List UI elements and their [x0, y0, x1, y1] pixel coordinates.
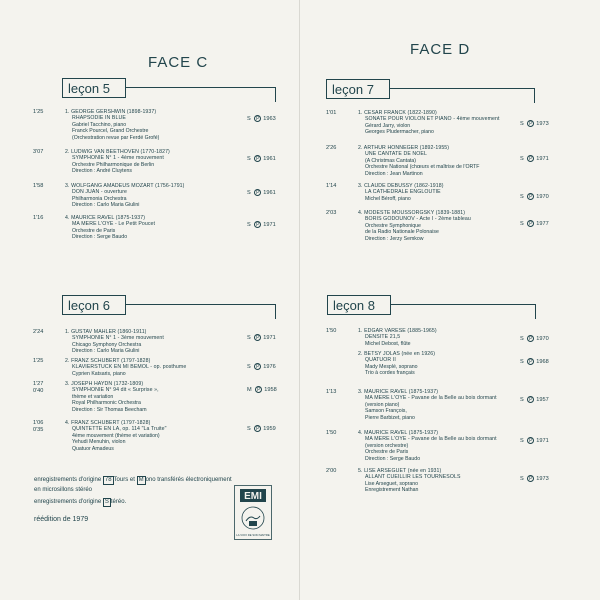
track-duration: 1'01 [326, 110, 337, 116]
footer-line-2: en microsillons stéréo [34, 487, 93, 493]
performer-line: (version piano) [365, 401, 400, 408]
phonogram-icon: P [529, 359, 533, 365]
stereo-mono-flag: S [520, 156, 524, 162]
lecon8-label: leçon 8 [327, 295, 391, 315]
recording-year: 1958 [264, 387, 277, 393]
stereo-mono-flag: S [247, 156, 251, 162]
phonogram-icon: P [529, 336, 533, 342]
performer-line: Orchestre Philharmonique de Berlin [72, 161, 155, 168]
stereo-mono-flag: S [520, 121, 524, 127]
performer-line: Direction : André Cluytens [72, 168, 132, 175]
track-duration-secondary: 0'40 [33, 388, 44, 394]
work-title: RHAPSODIE IN BLUE [72, 115, 126, 122]
reedition-note: réédition de 1979 [34, 516, 89, 523]
footer-line-1 [34, 476, 232, 485]
lecon7-rule-right [534, 88, 535, 103]
track-details [65, 109, 159, 141]
work-title: SONATE POUR VIOLON ET PIANO - 4ème mouvement [365, 116, 500, 123]
performer-line: (A Christmas Cantata) [365, 157, 417, 164]
stereo-mono-flag: M [247, 387, 252, 393]
composer-line: 1. GUSTAV MAHLER (1860-1911) [65, 329, 147, 335]
emi-logo-caption: LA VOIX DE SON MAITRE [236, 533, 270, 537]
track-duration: 1'13 [326, 389, 337, 395]
phonogram-icon: P [256, 364, 260, 370]
phonogram-icon: P [529, 438, 533, 444]
performer-line: Georges Pludermacher, piano [365, 129, 434, 136]
track-recording-info [520, 155, 549, 162]
composer-line: 4. MODESTE MOUSSORGSKY (1839-1881) [358, 210, 466, 216]
stereo-mono-flag: S [247, 335, 251, 341]
track-duration: 1'25 [33, 358, 44, 364]
phonogram-icon: P [529, 194, 533, 200]
track-details [358, 351, 435, 377]
work-title: MA MERE L'OYE - Pavane de la Belle au bois dormant [365, 395, 497, 402]
performer-line: Direction : Jerzy Semkow [365, 235, 424, 242]
footer-line3-post: téréo. [110, 499, 127, 505]
recording-year: 1977 [536, 221, 549, 227]
work-title: MA MERE L'OYE - Pavane de la Belle au bois dormant [365, 436, 497, 443]
performer-line: Yehudi Menuhin, violon [72, 439, 126, 446]
track-recording-info [247, 386, 277, 393]
performer-line: Royal Philharmonic Orchestra [72, 400, 141, 407]
recording-year: 1957 [536, 397, 549, 403]
track-duration: 1'14 [326, 183, 337, 189]
performer-line: Cyprien Katsaris, piano [72, 370, 126, 377]
performer-line: Direction : Carlo Maria Giulini [72, 348, 140, 355]
composer-line: 1. EDGAR VARESE (1885-1965) [358, 328, 437, 334]
composer-line: 3. MAURICE RAVEL (1875-1937) [358, 389, 439, 395]
phonogram-icon: P [256, 190, 260, 196]
track-details [358, 145, 479, 177]
stereo-mono-flag: S [247, 426, 251, 432]
track-duration: 2'03 [326, 210, 337, 216]
track-recording-info [520, 193, 549, 200]
work-title: MA MERE L'OYE - Le Petit Poucet [72, 221, 156, 228]
footer-line1-mid: Tours et [113, 477, 135, 483]
phonogram-icon: P [529, 121, 533, 127]
work-title: QUATUOR II [365, 357, 396, 364]
track-details [65, 183, 185, 209]
track-details [358, 183, 444, 202]
lecon5-rule-right [275, 87, 276, 102]
performer-line: Gérard Jarry, violon [365, 122, 411, 129]
composer-line: 3. JOSEPH HAYDN (1732-1809) [65, 381, 144, 387]
stereo-mono-flag: S [520, 221, 524, 227]
track-duration: 1'16 [33, 215, 44, 221]
stereo-mono-flag: S [247, 222, 251, 228]
composer-line: 2. BETSY JOLAS (née en 1926) [358, 351, 436, 357]
performer-line: Pierre Barbizet, piano [365, 414, 415, 421]
performer-line: Quatuor Amadeus [72, 445, 114, 452]
fold-line [299, 0, 300, 600]
track-details [65, 215, 155, 241]
performer-line: 4ème mouvement (thème et variation) [72, 432, 160, 439]
phonogram-icon: P [529, 397, 533, 403]
track-recording-info [247, 425, 276, 432]
track-details [358, 389, 497, 421]
recording-year: 1970 [536, 194, 549, 200]
stereo-mono-flag: S [520, 194, 524, 200]
performer-line: Direction : Serge Baudo [72, 234, 128, 241]
performer-line: Enregistrement Nathan [365, 487, 419, 494]
track-duration: 2'00 [326, 468, 337, 474]
performer-line: Orchestre National (chœurs et maîtrise de l'ORTF [365, 164, 480, 171]
track-recording-info [247, 115, 276, 122]
work-title: QUINTETTE EN LA, op. 114 "La Truite" [72, 426, 167, 433]
lecon5-label: leçon 5 [62, 78, 126, 98]
work-title: SYMPHONIE N° 1 - 4ème mouvement [72, 155, 164, 162]
work-title: SYMPHONIE N° 1 - 3ème mouvement [72, 335, 164, 342]
recording-year: 1970 [536, 336, 549, 342]
footer-78-box: 78 [104, 477, 112, 483]
stereo-mono-flag: S [247, 116, 251, 122]
track-details [358, 328, 437, 347]
recording-year: 1973 [536, 121, 549, 127]
track-recording-info [520, 475, 549, 482]
track-recording-info [247, 221, 276, 228]
composer-line: 3. CLAUDE DEBUSSY (1862-1918) [358, 183, 444, 189]
performer-line: Orchestre de Paris [365, 449, 409, 456]
composer-line: 1. CESAR FRANCK (1822-1890) [358, 110, 437, 116]
track-duration: 1'27 [33, 381, 44, 387]
track-duration: 1'58 [33, 183, 44, 189]
track-recording-info [520, 437, 549, 444]
track-recording-info [247, 189, 276, 196]
footer-m-box: M [138, 477, 144, 483]
work-title: DENSITE 21,5 [365, 334, 401, 341]
performer-line: Michel Béroff, piano [365, 195, 411, 202]
composer-line: 4. MAURICE RAVEL (1875-1937) [358, 430, 439, 436]
stereo-mono-flag: S [520, 359, 524, 365]
lecon6-rule-right [275, 304, 276, 319]
footer-line1-pre: enregistrements d'origine [34, 477, 102, 483]
composer-line: 3. WOLFGANG AMADEUS MOZART (1756-1791) [65, 183, 185, 189]
recording-year: 1976 [263, 364, 276, 370]
track-recording-info [520, 120, 549, 127]
recording-year: 1971 [263, 222, 276, 228]
track-duration: 2'26 [326, 145, 337, 151]
phonogram-icon: P [257, 387, 261, 393]
recording-year: 1959 [263, 426, 276, 432]
track-duration: 2'24 [33, 329, 44, 335]
track-details [65, 420, 167, 452]
performer-line: Lise Arseguet, soprano [365, 480, 419, 487]
phonogram-icon: P [529, 156, 533, 162]
track-details [358, 468, 461, 494]
recording-year: 1963 [263, 116, 276, 122]
track-details [65, 381, 159, 413]
performer-line: Mady Mesplé, soprano [365, 363, 418, 370]
track-duration: 1'50 [326, 430, 337, 436]
work-title: SYMPHONIE N° 94 dit « Surprise », [72, 387, 159, 394]
performer-line: Trio à cordes français [365, 370, 415, 377]
stereo-mono-flag: S [520, 336, 524, 342]
emi-logo-text: EMI [244, 491, 262, 502]
lecon7-label: leçon 7 [326, 79, 390, 99]
phonogram-icon: P [256, 426, 260, 432]
stereo-mono-flag: S [520, 438, 524, 444]
performer-line: Michel Debost, flûte [365, 340, 411, 347]
recording-year: 1961 [263, 156, 276, 162]
track-recording-info [247, 155, 276, 162]
performer-line: (Orchestration revue par Ferdé Grofé) [72, 134, 160, 141]
recording-year: 1961 [263, 190, 276, 196]
phonogram-icon: P [256, 116, 260, 122]
phonogram-icon: P [256, 222, 260, 228]
performer-line: (version orchestre) [365, 442, 409, 449]
work-title: KLAVIERSTUCK EN MI BEMOL - op. posthume [72, 364, 187, 371]
track-recording-info [247, 363, 276, 370]
work-title: BORIS GODOUNOV - Acte I - 2ème tableau [365, 216, 471, 223]
performer-line: Samson François, [365, 408, 407, 415]
track-duration: 3'07 [33, 149, 44, 155]
recording-year: 1968 [536, 359, 549, 365]
performer-line: Orchestre de Paris [72, 227, 116, 234]
phonogram-icon: P [256, 335, 260, 341]
stereo-mono-flag: S [520, 476, 524, 482]
phonogram-icon: P [529, 221, 533, 227]
recording-year: 1971 [536, 156, 549, 162]
performer-line: Gabriel Tacchino, piano [72, 121, 127, 128]
work-title: ALLANT CUEILLIR LES TOURNESOLS [365, 474, 461, 481]
track-duration: 1'25 [33, 109, 44, 115]
face-d-title: FACE D [410, 41, 471, 58]
composer-line: 5. LISE ARSEGUET (née en 1931) [358, 468, 442, 474]
face-c-title: FACE C [148, 54, 209, 71]
composer-line: 4. MAURICE RAVEL (1875-1937) [65, 215, 146, 221]
stereo-mono-flag: S [247, 190, 251, 196]
footer-line3-pre: enregistrements d'origine [34, 499, 102, 505]
performer-line: thème et variation [72, 393, 114, 400]
stereo-mono-flag: S [247, 364, 251, 370]
track-details [65, 329, 164, 355]
work-title: DON JUAN - ouverture [72, 189, 128, 196]
lecon6-label: leçon 6 [62, 295, 126, 315]
footer-line1-post: ono transférés électroniquement [145, 477, 232, 483]
performer-line: Philharmonia Orchestra [72, 195, 127, 202]
performer-line: Franck Pourcel, Grand Orchestre [72, 128, 149, 135]
performer-line: Orchestre Symphonique [365, 222, 421, 229]
recording-year: 1973 [536, 476, 549, 482]
emi-logo [234, 485, 272, 540]
track-recording-info [520, 220, 549, 227]
track-recording-info [520, 335, 549, 342]
track-details [65, 149, 170, 175]
composer-line: 2. FRANZ SCHUBERT (1797-1828) [65, 358, 151, 364]
track-details [358, 210, 471, 242]
track-duration: 1'50 [326, 328, 337, 334]
footer-line-3 [34, 498, 126, 507]
recording-year: 1971 [263, 335, 276, 341]
work-title: UNE CANTATE DE NOEL [365, 151, 427, 158]
track-duration: 1'06 [33, 420, 44, 426]
composer-line: 2. ARTHUR HONNEGER (1892-1955) [358, 145, 450, 151]
performer-line: Direction : Carlo Maria Giulini [72, 202, 140, 209]
track-details [65, 358, 186, 377]
work-title: LA CATHEDRALE ENGLOUTIE [365, 189, 441, 196]
track-duration-secondary: 0'35 [33, 427, 44, 433]
track-recording-info [520, 358, 549, 365]
composer-line: 1. GEORGE GERSHWIN (1898-1937) [65, 109, 157, 115]
performer-line: Direction : Sir Thomas Beecham [72, 406, 147, 413]
composer-line: 4. FRANZ SCHUBERT (1797-1828) [65, 420, 151, 426]
lecon8-rule-right [535, 304, 536, 319]
composer-line: 2. LUDWIG VAN BEETHOVEN (1770-1827) [65, 149, 170, 155]
phonogram-icon: P [256, 156, 260, 162]
footer-s-box: S [104, 499, 109, 505]
performer-line: Chicago Symphony Orchestra [72, 341, 142, 348]
track-details [358, 110, 500, 136]
recording-year: 1971 [536, 438, 549, 444]
phonogram-icon: P [529, 476, 533, 482]
performer-line: Direction : Jean Martinon [365, 170, 423, 177]
track-details [358, 430, 497, 462]
performer-line: Direction : Serge Baudo [365, 455, 421, 462]
track-recording-info [520, 396, 549, 403]
track-recording-info [247, 334, 276, 341]
stereo-mono-flag: S [520, 397, 524, 403]
performer-line: de la Radio Nationale Polonaise [365, 229, 439, 236]
